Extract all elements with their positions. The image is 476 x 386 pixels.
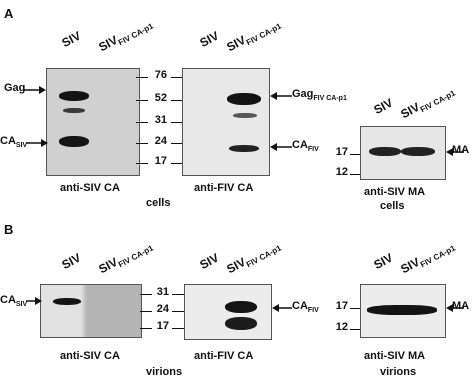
- arrow-gag-fiv: [270, 91, 292, 101]
- band-ma-2: [401, 147, 435, 156]
- arrow-ca-fiv-b: [272, 303, 292, 313]
- lane-label-siv-b2: SIV: [197, 250, 222, 272]
- marker-17: 17: [154, 155, 167, 167]
- marker-b-ma-12: 12: [335, 321, 348, 333]
- lane-label-siv-b: SIV: [59, 250, 84, 272]
- caption-b-anti-siv-ma: anti-SIV MA: [364, 350, 426, 362]
- lane-label-siv-fiv-2: $SIV_{FIV CA-p1}$: [224, 21, 283, 55]
- lane-label-siv: SIV: [59, 28, 84, 50]
- label-ca-siv-b: $CA_{SIV}$: [0, 294, 28, 309]
- arrow-ca-siv-b: [26, 296, 42, 306]
- lane-label-siv-2: SIV: [197, 28, 222, 50]
- lane-label-siv-ma-b: SIV: [371, 250, 396, 272]
- lane-label-siv-ma: SIV: [371, 95, 396, 117]
- marker-b-ma-17: 17: [335, 300, 348, 312]
- band-ca-siv: [59, 136, 89, 147]
- label-gag-fiv: Gag$_{FIV CA-p1}$: [292, 88, 347, 103]
- marker-76: 76: [154, 69, 167, 81]
- blot-b-anti-siv-ca: [40, 284, 142, 338]
- marker-b-31: 31: [156, 286, 169, 298]
- marker-ma-17: 17: [335, 146, 348, 158]
- label-ma: MA: [452, 144, 470, 156]
- blot-a-anti-fiv-ca: [182, 68, 270, 176]
- lane-label-siv-fiv-b2: $SIV_{FIV CA-p1}$: [224, 243, 283, 277]
- lane-label-siv-fiv-ma: $SIV_{FIV CA-p1}$: [398, 88, 457, 122]
- label-ca-fiv: $CA_{FIV}$: [292, 139, 319, 154]
- band-ca-siv-virion: [53, 298, 81, 305]
- label-gag: Gag: [4, 82, 26, 94]
- label-ca-fiv-b: $CA_{FIV}$: [292, 300, 319, 315]
- panel-letter-b: B: [4, 222, 14, 237]
- arrow-ca-siv: [26, 138, 48, 148]
- caption-b-virions: virions: [146, 366, 183, 378]
- band-ma-virion: [367, 305, 437, 315]
- label-ca-siv: $CA_{SIV}$: [0, 135, 28, 150]
- caption-b-anti-fiv-ca: anti-FIV CA: [194, 350, 254, 362]
- caption-a-cells: cells: [146, 197, 171, 209]
- band-ca-fiv-virion-2: [225, 317, 257, 330]
- marker-b-17: 17: [156, 320, 169, 332]
- band-ca-fiv: [229, 145, 259, 152]
- arrow-gag: [24, 85, 46, 95]
- caption-b-anti-siv-ca: anti-SIV CA: [60, 350, 120, 362]
- blot-b-anti-fiv-ca: [184, 284, 272, 340]
- band-faint-2: [233, 113, 257, 118]
- caption-a-anti-siv-ca: anti-SIV CA: [60, 182, 120, 194]
- marker-ma-12: 12: [335, 166, 348, 178]
- marker-24: 24: [154, 135, 167, 147]
- band-faint: [63, 108, 85, 113]
- marker-b-24: 24: [156, 303, 169, 315]
- panel-letter-a: A: [4, 6, 14, 21]
- blot-a-anti-siv-ca: [46, 68, 140, 176]
- lane-label-siv-fiv-ma-b: $SIV_{FIV CA-p1}$: [398, 243, 457, 277]
- blot-a-anti-siv-ma: [360, 126, 446, 180]
- label-ma-b: MA: [452, 300, 470, 312]
- caption-a-anti-fiv-ca: anti-FIV CA: [194, 182, 254, 194]
- band-gag: [59, 91, 89, 101]
- arrow-ca-fiv: [270, 142, 292, 152]
- band-gag-fiv: [227, 93, 261, 105]
- marker-52: 52: [154, 92, 167, 104]
- caption-a-anti-siv-ma: anti-SIV MA: [364, 186, 426, 198]
- marker-31: 31: [154, 114, 167, 126]
- caption-b-ma-virions: virions: [380, 366, 417, 378]
- lane-label-siv-fiv-b: $SIV_{FIV CA-p1}$: [96, 243, 155, 277]
- lane-label-siv-fiv: $SIV_{FIV CA-p1}$: [96, 21, 155, 55]
- band-ca-fiv-virion-1: [225, 301, 257, 313]
- caption-a-ma-cells: cells: [380, 200, 405, 212]
- blot-b-anti-siv-ma: [360, 284, 446, 338]
- band-ma-1: [369, 147, 401, 156]
